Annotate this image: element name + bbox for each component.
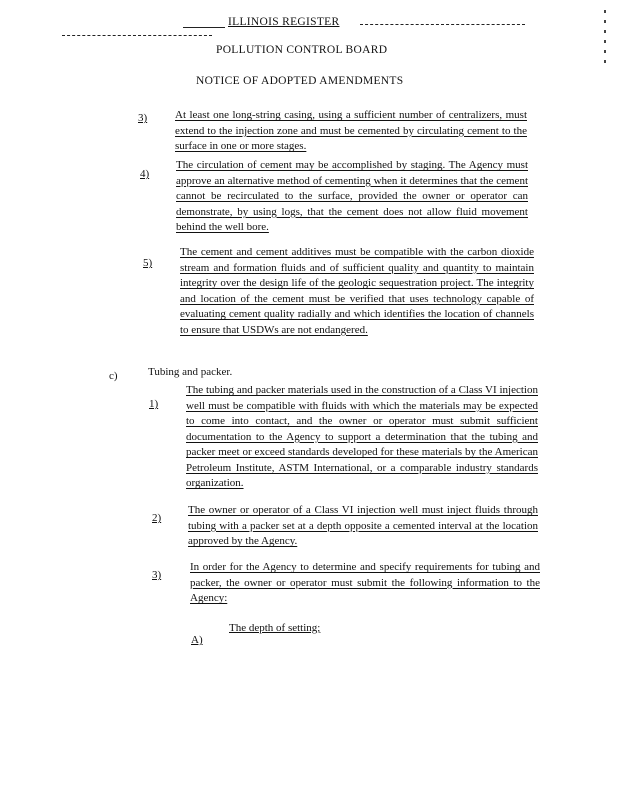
item-number: 3) (138, 112, 148, 124)
paragraph-c-3-A: The depth of setting; (229, 622, 321, 634)
paragraph-c-3: In order for the Agency to determine and specify requirements for tubing and packer, the owner or operator must submit the following information to the Agency: (190, 561, 540, 604)
section-letter: c) (109, 370, 118, 382)
header-rule-right (360, 24, 525, 25)
notice-title: NOTICE OF ADOPTED AMENDMENTS (196, 75, 404, 87)
margin-marks (604, 10, 610, 70)
paragraph-item-5: The cement and cement additives must be compatible with the carbon dioxide stream and formation fluids and of sufficient quality and quantity to maintain integrity over the design life of the geologic sequestration project. The integrity and location of the cement must be verified that uses technology capable of evaluating cement quality radially and which identifies the location of channels to ensure that USDWs are not endangered. (180, 246, 534, 336)
item-number: 2) (152, 512, 162, 524)
item-number: A) (191, 634, 203, 646)
paragraph-item-3: At least one long-string casing, using a sufficient number of centralizers, must extend to the injection zone and must be cemented by circulating cement to the surface in one or more stages. (175, 109, 527, 152)
paragraph-c-1: The tubing and packer materials used in the construction of a Class VI injection well must be compatible with fluids with which the materials may be expected to come into contact, and the owner or operator must submit sufficient documentation to the Agency to support a determination that the tubing and packer meet or exceed standards developed for these materials by the American Petroleum Institute, ASTM International, or a comparable industry standards organization. (186, 384, 538, 489)
item-number: 1) (149, 398, 159, 410)
item-number: 4) (140, 168, 150, 180)
paragraph-c-2: The owner or operator of a Class VI injection well must inject fluids through tubing with a packer set at a depth opposite a cemented interval at the location approved by the Agency. (188, 504, 538, 547)
header-rule-left (62, 35, 212, 36)
section-heading: Tubing and packer. (148, 366, 233, 378)
register-title: ILLINOIS REGISTER (228, 16, 340, 28)
board-name: POLLUTION CONTROL BOARD (216, 44, 388, 56)
item-number: 3) (152, 569, 162, 581)
paragraph-item-4: The circulation of cement may be accomplished by staging. The Agency must approve an alternative method of cementing when it determines that the cement cannot be recirculated to the surface, provided the owner or operator can demonstrate, by using logs, that the cement does not allow fluid movement behind the well bore. (176, 159, 528, 233)
header-rule-mid (183, 27, 225, 28)
item-number: 5) (143, 257, 153, 269)
